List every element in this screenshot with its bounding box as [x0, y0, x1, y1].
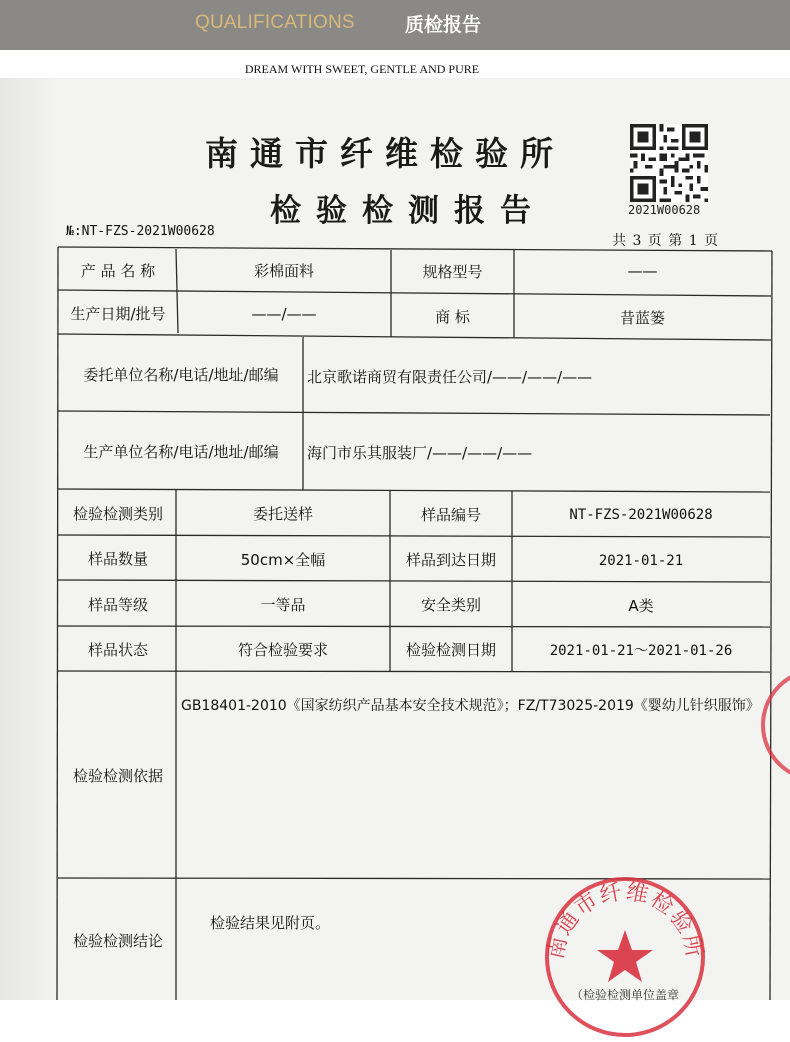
grade-label: 样品等级 [87, 596, 148, 614]
arrival-value: 2021-01-21 [598, 552, 684, 569]
state-label: 样品状态 [87, 641, 148, 659]
conclusion-label: 检验检测结论 [72, 931, 163, 950]
brand-value: 昔蓝篓 [619, 309, 665, 327]
institute-name: 南通市纤维检验所 [205, 134, 565, 173]
report-number: №:NT-FZS-2021W00628 [66, 224, 215, 239]
client-value: 北京歌诺商贸有限责任公司/——/——/—— [307, 367, 593, 386]
tagline: DREAM WITH SWEET, GENTLE AND PURE [244, 62, 480, 76]
prod-date-label: 生产日期/批号 [70, 304, 166, 323]
maker-value: 海门市乐其服装厂/——/——/—— [307, 443, 533, 462]
basis-value: GB18401-2010《国家纺织产品基本安全技术规范》；FZ/T73025-2019《婴幼儿针织服饰》 [181, 698, 760, 714]
page-info: 共 3 页 第 1 页 [612, 233, 720, 249]
category-value: 委托送样 [252, 505, 313, 523]
stamp-text: 南通市纤维检验所 [543, 879, 707, 962]
spec-value: —— [627, 262, 658, 280]
prod-date-value: ——/—— [251, 305, 317, 323]
grade-value: 一等品 [260, 596, 306, 614]
official-stamp [540, 872, 710, 1042]
basis-label: 检验检测依据 [72, 767, 163, 785]
test-date-label: 检验检测日期 [405, 641, 496, 659]
report-title: 检验检测报告 [270, 193, 546, 229]
product-name-label: 产 品 名 称 [80, 261, 156, 280]
category-label: 检验检测类别 [72, 504, 163, 523]
qty-value: 50cm×全幅 [240, 551, 326, 569]
qr-caption: 2021W00628 [628, 203, 701, 217]
arrival-label: 样品到达日期 [405, 551, 496, 569]
header-en-title: QUALIFICATIONS [195, 12, 355, 33]
client-label: 委托单位名称/电话/地址/邮编 [83, 365, 279, 384]
maker-label: 生产单位名称/电话/地址/邮编 [83, 442, 279, 461]
sample-no-value: NT-FZS-2021W00628 [569, 506, 713, 523]
brand-label: 商 标 [435, 308, 470, 326]
product-name-value: 彩棉面料 [253, 261, 314, 280]
spec-label: 规格型号 [422, 262, 483, 281]
qty-label: 样品数量 [87, 550, 148, 568]
conclusion-value: 检验结果见附页。 [210, 914, 331, 932]
sample-no-label: 样品编号 [420, 506, 481, 524]
stamp-subtext: （检验检测单位盖章 [570, 988, 680, 1002]
test-date-value: 2021-01-21～2021-01-26 [549, 642, 733, 659]
partial-stamp [748, 660, 790, 790]
header-cn-title: 质检报告 [405, 14, 482, 36]
safety-label: 安全类别 [420, 596, 481, 614]
state-value: 符合检验要求 [237, 641, 328, 659]
safety-value: A类 [628, 597, 654, 615]
